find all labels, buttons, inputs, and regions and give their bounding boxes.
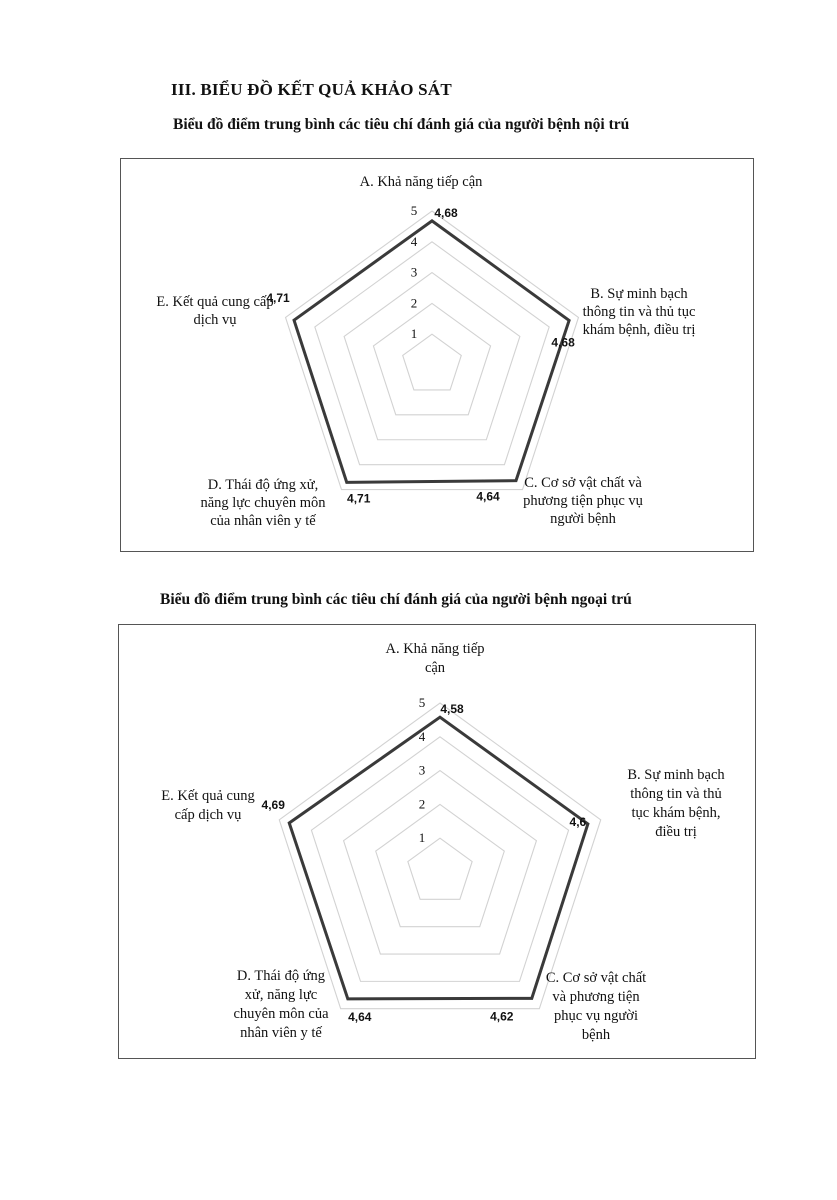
tick-label: 5 [410,203,418,218]
data-label: 4,64 [476,489,500,504]
category-label: C. Cơ sở vật chất và phương tiện phục vụ người bệnh [545,970,647,1043]
chart-inpatient [120,158,754,552]
category-label: B. Sự minh bạch thông tin và thủ tục khám bệnh, điều trị [582,286,696,338]
section-title: III. BIỂU ĐỒ KẾT QUẢ KHẢO SÁT [171,80,452,99]
chart-title-outpatient: Biểu đồ điểm trung bình các tiêu chí đánh giá của người bệnh ngoại trú [160,591,632,608]
category-label: D. Thái độ ứng xử, năng lực chuyên môn của nhân viên y tế [200,477,326,529]
category-label: E. Kết quả cung cấp dịch vụ [161,788,255,823]
tick-label: 4 [410,233,418,249]
tick-label: 3 [410,264,418,280]
chart-outpatient [118,624,756,1059]
radar-chart-outpatient [119,625,755,1058]
tick-label: 2 [418,796,426,812]
tick-label: 3 [418,762,426,778]
tick-label: 1 [418,830,426,846]
grid-ring-1 [403,334,462,390]
data-labels [266,206,575,506]
tick-label: 1 [410,326,418,342]
category-label: C. Cơ sở vật chất và phương tiện phục vụ người bệnh [523,475,643,527]
data-label: 4,68 [551,335,575,350]
grid-ring-2 [373,303,490,414]
data-series-line [294,221,569,483]
data-label: 4,6 [569,814,587,829]
data-label: 4,64 [348,1009,372,1024]
tick-label: 2 [410,295,418,311]
data-series-line [289,717,588,999]
data-label: 4,68 [434,205,458,220]
tick-label: 4 [418,728,426,744]
radar-chart-inpatient [121,159,753,551]
data-label: 4,69 [261,798,285,813]
category-labels [156,174,695,529]
radar-grid [286,211,579,490]
category-label: B. Sự minh bạch thông tin và thủ tục khám bệnh, điều trị [627,767,725,840]
data-label: 4,58 [440,702,464,717]
data-label: 4,62 [490,1009,514,1024]
category-label: D. Thái độ ứng xử, năng lực chuyên môn của nhân viên y tế [233,968,329,1041]
grid-ring-5 [286,211,579,490]
tick-label: 5 [418,695,426,710]
category-label: E. Kết quả cung cấp dịch vụ [156,294,274,328]
data-label: 4,71 [347,491,371,506]
grid-ring-2 [376,804,505,926]
data-label: 4,71 [266,291,290,306]
category-label: A. Khả năng tiếp cận [359,174,483,190]
radar-grid [279,703,600,1009]
chart-title-inpatient: Biểu đồ điểm trung bình các tiêu chí đánh giá của người bệnh nội trú [173,116,630,133]
grid-ring-5 [279,703,600,1009]
grid-ring-1 [408,838,472,899]
category-label: A. Khả năng tiếp cận [385,641,485,676]
